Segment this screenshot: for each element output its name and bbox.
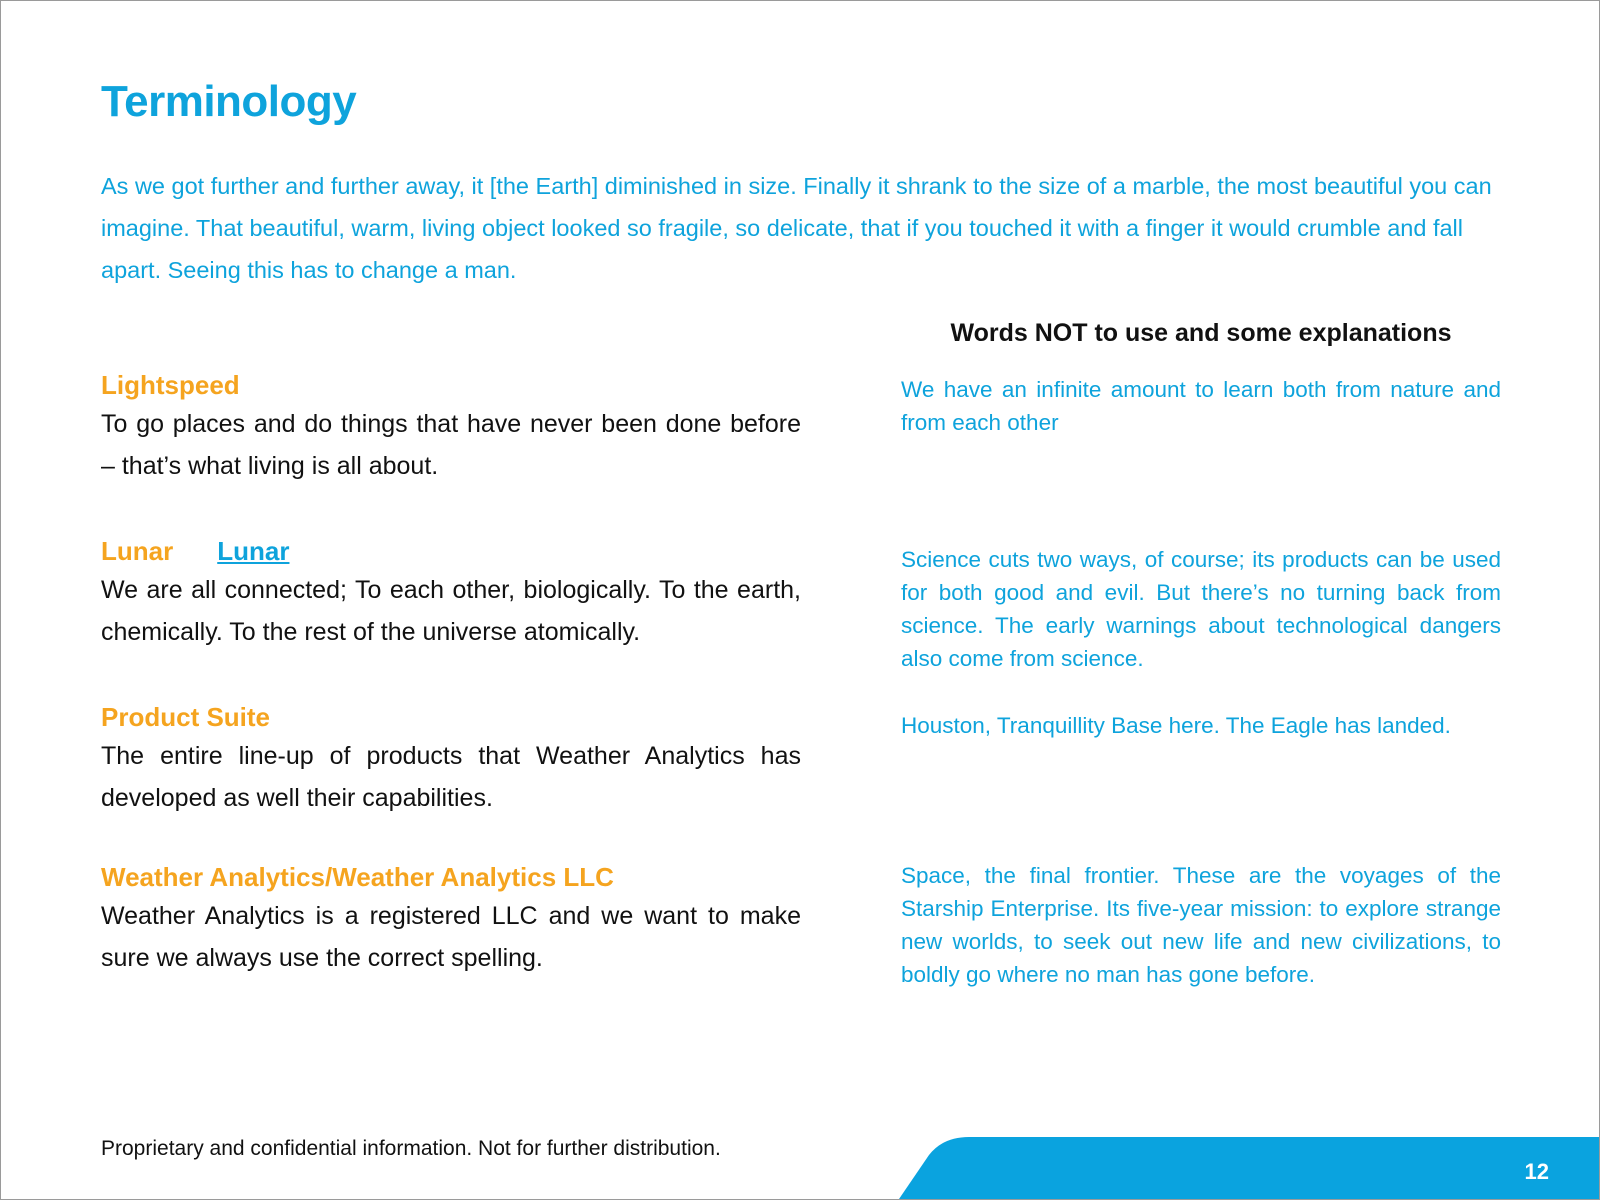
term-title-row [101,533,801,569]
note-item: We have an infinite amount to learn both from nature and from each other [901,377,1501,435]
term-description: Weather Analytics is a registered LLC and we want to make sure we always use the correct spelling. [101,902,801,972]
term-description: The entire line-up of products that Weather Analytics has developed as well their capabilities. [101,742,801,812]
footer-confidential-notice: Proprietary and confidential information. Not for further distribution. [101,1137,721,1160]
page-title: Terminology [101,77,357,126]
term-title: Lunar [101,536,174,566]
term-description: We are all connected; To each other, biologically. To the earth, chemically. To the rest of the universe atomically. [101,576,801,646]
footer-bar [899,1137,1599,1199]
term-product-suite [101,699,801,819]
note-item: Houston, Tranquillity Base here. The Eagle has landed. [901,713,1451,738]
term-lightspeed [101,367,801,487]
lunar-link[interactable]: Lunar [217,536,290,566]
page-number: 12 [1524,1159,1549,1184]
term-weather-analytics [101,859,801,979]
term-title: Product Suite [101,702,271,732]
term-lunar [101,533,801,653]
note-item: Space, the final frontier. These are the voyages of the Starship Enterprise. Its five-year mission: to explore strange new worlds, to seek out new life and new civilizations, to boldly go where no man has gone before. [901,863,1501,987]
footer-bar-shape [899,1137,1599,1199]
term-title: Weather Analytics/Weather Analytics LLC [101,862,614,892]
term-title: Lightspeed [101,370,240,400]
term-description: To go places and do things that have never been done before – that’s what living is all about. [101,410,801,480]
note-item: Science cuts two ways, of course; its products can be used for both good and evil. But there’s no turning back from science. The early warnings about technological dangers also come from science. [901,547,1501,671]
words-not-to-use-heading: Words NOT to use and some explanations [950,319,1452,347]
intro-quote: As we got further and further away, it [the Earth] diminished in size. Finally it shrank to the size of a marble, the most beautiful you can imagine. That beautiful, warm, living object looked so fragile, so delicate, that if you touched it with a finger it would crumble and fall apart. Seeing this has to change a man. [101,173,1492,283]
